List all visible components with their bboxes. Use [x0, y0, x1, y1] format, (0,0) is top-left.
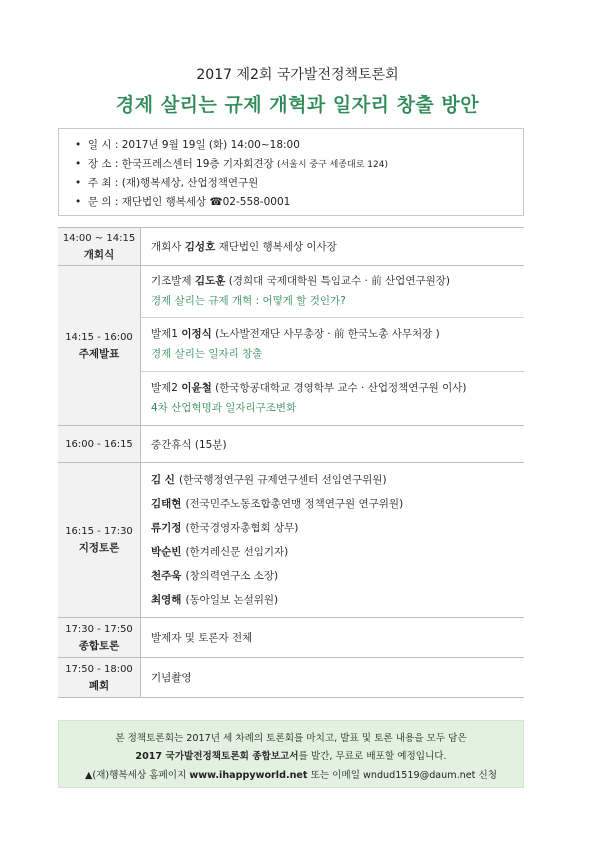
info-venue: • 장 소 : 한국프레스센터 19층 기자회견장 (서울시 중구 세종대로 124): [75, 158, 388, 170]
schedule-table: [58, 227, 524, 698]
row-presentations: [58, 266, 524, 426]
event-info-box: [58, 128, 524, 216]
panelist: 최영해 (동아일보 논설위원): [151, 594, 279, 606]
time-cell: 16:15 - 17:30 지정토론: [58, 463, 141, 618]
panelist: 천주욱 (창의력연구소 소장): [151, 570, 279, 582]
report-notice-box: 본 정책토론회는 2017년 세 차례의 토론회를 마치고, 발표 및 토론 내용을 모두 담은 2017 국가발전정책토론회 종합보고서를 발간, 무료로 배포할 예정입니다. ▲(재)행복세상 홈페이지 www.ihappyworld.net 또는 이메일 wndud1519@daum.net 신청: [58, 720, 524, 788]
panelist: 박순빈 (한겨레신문 선임기자): [151, 546, 289, 558]
info-date: • 일 시 : 2017년 9월 19일 (화) 14:00~18:00: [75, 139, 300, 151]
presentation-item: 발제2 이윤철 (한국항공대학교 경영학부 교수 · 산업정책연구원 이사) 4차 산업혁명과 일자리구조변화: [151, 382, 467, 414]
panelist: 김태현 (전국민주노동조합총연맹 정책연구원 연구위원): [151, 498, 404, 510]
panelist: 류기정 (한국경영자총협회 상무): [151, 522, 299, 534]
row-closing: 17:50 - 18:00 폐회 기념촬영: [58, 658, 524, 698]
info-host: • 주 최 : (재)행복세상, 산업정책연구원: [75, 177, 259, 189]
event-title: 경제 살리는 규제 개혁과 일자리 창출 방안: [115, 94, 480, 116]
row-discussion: 17:30 - 17:50 종합토론 발제자 및 토론자 전체: [58, 618, 524, 658]
homepage-link[interactable]: www.ihappyworld.net: [189, 770, 308, 781]
presentation-item: 기조발제 김도훈 (경희대 국제대학원 특임교수 · 前 산업연구원장) 경제 살리는 규제 개혁 : 어떻게 할 것인가?: [141, 266, 524, 318]
event-subtitle: 2017 제2회 국가발전정책토론회: [196, 67, 399, 83]
row-break: 16:00 - 16:15 중간휴식 (15분): [58, 426, 524, 463]
time-cell: 17:50 - 18:00 폐회: [58, 658, 141, 698]
row-opening: 14:00 ~ 14:15 개회식 개회사 김성호 재단법인 행복세상 이사장: [58, 228, 524, 266]
time-cell: 14:15 - 16:00 주제발표: [58, 266, 141, 426]
presentation-item: 발제1 이정식 (노사발전재단 사무총장 · 前 한국노총 사무처장 ) 경제 살리는 일자리 창출: [141, 318, 524, 372]
time-cell: 17:30 - 17:50 종합토론: [58, 618, 141, 658]
panelist: 김 신 (한국행정연구원 규제연구센터 선임연구위원): [151, 474, 387, 486]
time-cell: 16:00 - 16:15: [58, 426, 141, 463]
info-contact: • 문 의 : 재단법인 행복세상 ☎02-558-0001: [75, 196, 291, 208]
row-panel: [58, 463, 524, 618]
time-cell: 14:00 ~ 14:15 개회식: [58, 228, 141, 266]
